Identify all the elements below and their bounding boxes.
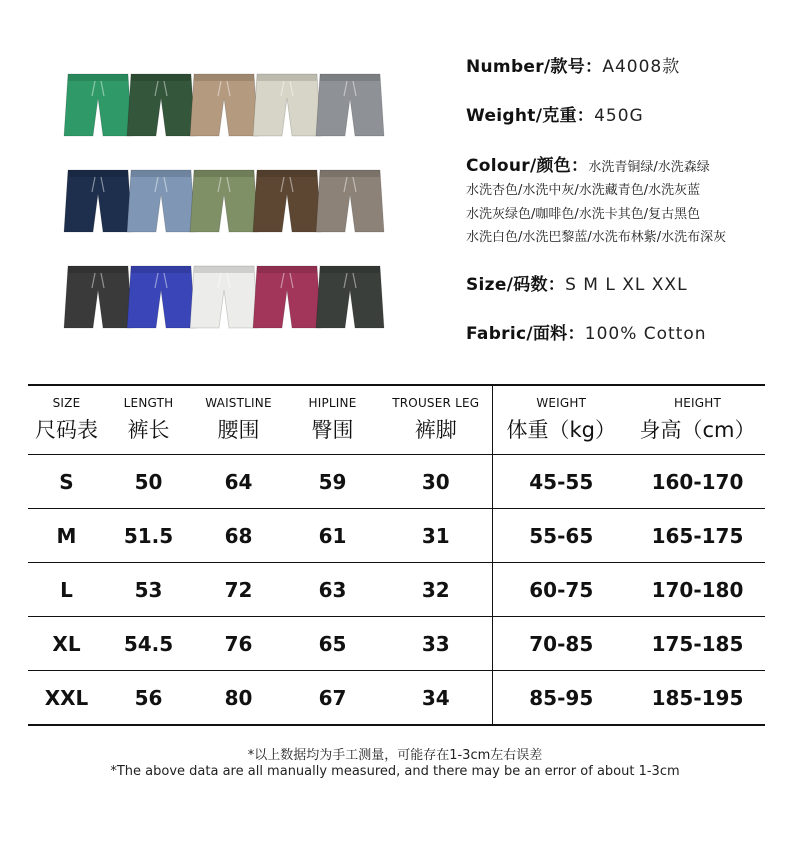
header-size: SIZE 尺码表 (28, 385, 105, 455)
table-cell: 72 (192, 563, 285, 617)
table-cell: 53 (105, 563, 192, 617)
table-cell: 68 (192, 509, 285, 563)
color-swatch-shorts (314, 70, 386, 142)
color-swatch-shorts (314, 262, 386, 334)
table-cell: 63 (285, 563, 380, 617)
table-cell: 175-185 (630, 617, 765, 671)
weight-row (466, 101, 644, 126)
table-cell: 56 (105, 671, 192, 726)
table-cell: L (28, 563, 105, 617)
table-cell: 65 (285, 617, 380, 671)
header-weight: WEIGHT 体重（kg） (492, 385, 630, 455)
table-cell: 70-85 (492, 617, 630, 671)
color-swatch-shorts (314, 166, 386, 238)
size-label: Size/码数： (466, 275, 566, 295)
weight-label: Weight/克重： (466, 106, 595, 126)
table-cell: 55-65 (492, 509, 630, 563)
table-cell: 59 (285, 455, 380, 509)
note-chinese: *以上数据均为手工测量，可能存在1-3cm左右误差 (247, 748, 543, 763)
table-cell: S (28, 455, 105, 509)
fabric-label: Fabric/面料： (466, 324, 585, 344)
table-row (28, 509, 765, 563)
header-trouser-leg: TROUSER LEG 裤脚 (380, 385, 492, 455)
color-swatch-shorts (251, 166, 323, 238)
color-swatch-shorts (251, 262, 323, 334)
table-cell: 170-180 (630, 563, 765, 617)
header-height: HEIGHT 身高（cm） (630, 385, 765, 455)
colour-line-4: 水洗白色/水洗巴黎蓝/水洗布林紫/水洗布深灰 (466, 230, 727, 245)
table-cell: 34 (380, 671, 492, 726)
table-cell: 165-175 (630, 509, 765, 563)
color-swatch-shorts (125, 166, 197, 238)
fabric-row (466, 319, 707, 344)
color-swatch-shorts (188, 70, 260, 142)
table-cell: M (28, 509, 105, 563)
colour-line-2: 水洗杏色/水洗中灰/水洗藏青色/水洗灰蓝 (466, 183, 701, 198)
table-cell: 51.5 (105, 509, 192, 563)
table-cell: 64 (192, 455, 285, 509)
color-swatch-shorts (125, 262, 197, 334)
table-cell: 33 (380, 617, 492, 671)
color-swatch-shorts (251, 70, 323, 142)
table-row (28, 455, 765, 509)
table-cell: 31 (380, 509, 492, 563)
table-body (28, 455, 765, 726)
table-cell: 80 (192, 671, 285, 726)
table-cell: 76 (192, 617, 285, 671)
table-cell: 60-75 (492, 563, 630, 617)
header-hipline: HIPLINE 臀围 (285, 385, 380, 455)
table-cell: XXL (28, 671, 105, 726)
weight-value: 450G (594, 106, 644, 126)
colour-line-3: 水洗灰绿色/咖啡色/水洗卡其色/复古黑色 (466, 207, 701, 222)
number-label: Number/款号： (466, 57, 603, 77)
size-value: S M L XL XXL (565, 275, 688, 295)
color-swatch-shorts (188, 166, 260, 238)
table-cell: 50 (105, 455, 192, 509)
color-swatch-grid (60, 70, 400, 340)
number-value: A4008款 (602, 57, 681, 77)
color-swatch-shorts (62, 166, 134, 238)
table-row (28, 617, 765, 671)
color-swatch-shorts (125, 70, 197, 142)
table-cell: 32 (380, 563, 492, 617)
table-row (28, 671, 765, 726)
table-cell: 85-95 (492, 671, 630, 726)
table-header-row (28, 385, 765, 455)
size-chart-table (28, 384, 765, 726)
header-waistline: WAISTLINE 腰围 (192, 385, 285, 455)
note-english: *The above data are all manually measured, and there may be an error of about 1-3cm (110, 764, 680, 779)
table-cell: 30 (380, 455, 492, 509)
header-length: LENGTH 裤长 (105, 385, 192, 455)
table-cell: 61 (285, 509, 380, 563)
number-row (466, 52, 680, 77)
size-row (466, 270, 688, 295)
color-swatch-shorts (62, 70, 134, 142)
table-cell: 45-55 (492, 455, 630, 509)
colour-row (466, 151, 710, 176)
table-cell: 160-170 (630, 455, 765, 509)
table-cell: 54.5 (105, 617, 192, 671)
table-cell: XL (28, 617, 105, 671)
table-cell: 67 (285, 671, 380, 726)
table-row (28, 563, 765, 617)
colour-label: Colour/颜色： (466, 156, 589, 176)
colour-line-1: 水洗青铜绿/水洗森绿 (588, 160, 710, 175)
fabric-value: 100% Cotton (584, 324, 707, 344)
color-swatch-shorts (62, 262, 134, 334)
table-cell: 185-195 (630, 671, 765, 726)
color-swatch-shorts (188, 262, 260, 334)
